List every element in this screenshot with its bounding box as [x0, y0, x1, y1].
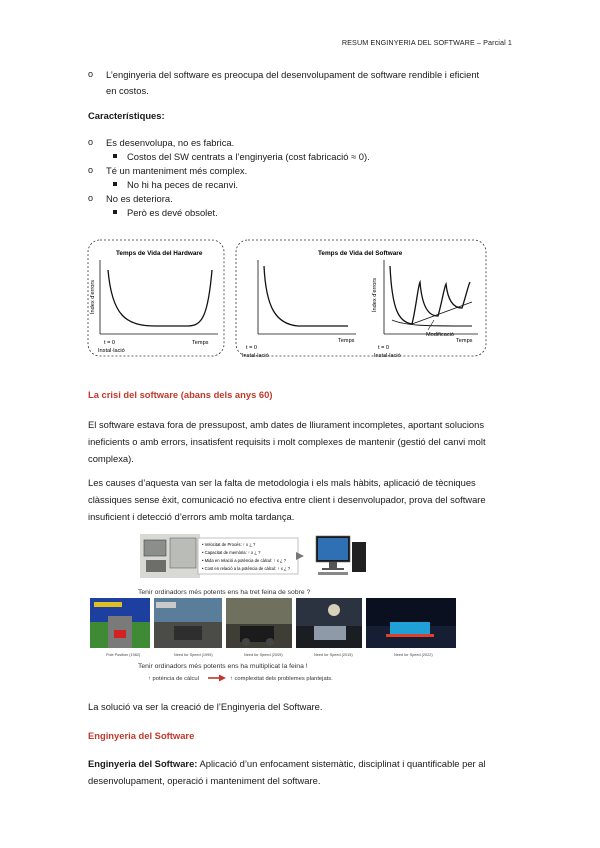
se-definition: [88, 755, 528, 789]
software-xlabel-left: Temps: [338, 338, 355, 344]
game-label-2: Need for Speed (1995): [174, 653, 213, 657]
software-annotation: Modificació: [426, 332, 454, 338]
se-def-line-2: desenvolupament, operació i manteniment del software.: [88, 775, 321, 786]
char-item-3: No es deteriora.: [106, 193, 173, 204]
bullet-circle: o: [88, 165, 94, 175]
figure2-caption-3a: ↑ potència de càlcul: [148, 676, 199, 682]
game-thumb-3: [226, 598, 292, 648]
hardware-frame: [88, 240, 224, 356]
software-ylabel: Índex d'errors: [372, 277, 378, 312]
figure2-caption-1: Tenir ordinadors més potents ens ha tret feina de sobre ?: [138, 589, 311, 596]
intro-line-1: L’enginyeria del software es preocupa del desenvolupament de software rendible i eficient: [106, 69, 480, 80]
software-actual-curve: [390, 266, 470, 324]
char-sub-2: No hi ha peces de recanvi.: [127, 179, 239, 190]
intro-line-2: en costos.: [106, 85, 149, 96]
hardware-install: Instal·lació: [98, 348, 125, 354]
bullet-square: [113, 154, 117, 158]
bullet-circle: o: [88, 137, 94, 147]
software-t0-right: t = 0: [378, 345, 390, 351]
spec-line-2: • Capacitat de memòria: ↑ x ¿ ?: [202, 550, 261, 555]
annotation-pointer: [428, 320, 434, 330]
crisis-p1-line-2: ineficients o amb errors, insatisfent requisits i molt complexes de mantenir (gestió del canvi molt: [88, 436, 486, 447]
game-label-4: Need for Speed (2015): [314, 653, 353, 657]
char-sub-1: Costos del SW centrats a l’enginyeria (cost fabricació ≈ 0).: [127, 151, 370, 162]
page-header: RESUM ENGINYERIA DEL SOFTWARE – Parcial 1: [341, 38, 512, 47]
crisis-paragraph-1: [88, 416, 528, 467]
software-xlabel-right: Temps: [456, 338, 473, 344]
hardware-bathtub-curve: [108, 270, 212, 326]
char-item-2: Té un manteniment més complex.: [106, 165, 248, 176]
software-t0-left: t = 0: [246, 345, 258, 351]
game-thumb-4: [296, 598, 362, 648]
figure2-caption-3b: ↑ complexitat dels problemes plantejats.: [230, 676, 333, 682]
spec-line-4: • Cost en relació a la potència de càlcul: ↑ x ¿ ?: [202, 566, 291, 571]
se-def-line-1: Aplicació d’un enfocament sistemàtic, disciplinat i quantificable per al: [197, 758, 486, 769]
spec-line-3: • Mida en relació a potència de càlcul: ↑ x ¿ ?: [202, 558, 287, 563]
crisis-heading: La crisi del software (abans dels anys 60): [88, 389, 273, 400]
char-sub-3: Però es devé obsolet.: [127, 207, 218, 218]
software-title: Temps de Vida del Software: [318, 250, 403, 257]
game-label-3: Need for Speed (2005): [244, 653, 283, 657]
game-thumb-1: [90, 598, 150, 648]
modern-computer-image: [316, 536, 366, 575]
arrow-head: [296, 552, 304, 560]
hardware-title: Temps de Vida del Hardware: [116, 250, 203, 257]
crisis-paragraph-2: [88, 474, 528, 525]
crisis-p2-line-1: Les causes d’aquesta van ser la falta de metodologia i els mals hàbits, aplicació de tècniques: [88, 477, 476, 488]
software-frame: [236, 240, 486, 356]
crisis-p2-line-3: insuficient i detecció d’errors amb molta tardança.: [88, 511, 295, 522]
game-label-5: Need for Speed (2022): [394, 653, 433, 657]
characteristics-title: Característiques:: [88, 110, 165, 121]
bullet-circle: o: [88, 193, 94, 203]
char-item-1: Es desenvolupa, no es fabrica.: [106, 137, 235, 148]
game-thumb-2: [154, 598, 222, 648]
software-trend-line: [412, 302, 472, 324]
hardware-ylabel: Índex d'errors: [90, 279, 96, 314]
old-computer-image: [140, 534, 200, 578]
bullet-circle: o: [88, 69, 94, 79]
game-label-1: Pole Position (1982): [106, 653, 141, 657]
lifetime-curves-figure: [86, 236, 490, 362]
software-install-right: Instal·lació: [374, 353, 401, 359]
crisis-p1-line-3: complexa).: [88, 453, 134, 464]
bullet-square: [113, 210, 117, 214]
se-term: Enginyeria del Software:: [88, 758, 198, 769]
spec-line-1: • Velocitat de Procés: ↑ x ¿ ?: [202, 542, 256, 547]
bullet-square: [113, 182, 117, 186]
figure2-caption-2: Tenir ordinadors més potents ens ha multiplicat la feina !: [138, 663, 308, 670]
game-thumb-5: [366, 598, 456, 648]
red-arrow-head: [219, 675, 226, 682]
software-install-left: Instal·lació: [242, 353, 269, 359]
se-heading: Enginyeria del Software: [88, 730, 195, 741]
crisis-p1-line-1: El software estava fora de pressupost, amb dates de lliurament incompletes, aportant solucions: [88, 419, 485, 430]
computing-power-figure: [90, 530, 514, 690]
hardware-t0: t = 0: [104, 340, 116, 346]
solution-text: La solució va ser la creació de l’Enginyeria del Software.: [88, 701, 323, 712]
crisis-p2-line-2: clàssiques sense èxit, comunicació no efectiva entre client i desenvolupador, prova del software: [88, 494, 486, 505]
software-ideal-curve: [264, 266, 348, 326]
hardware-xlabel: Temps: [192, 340, 209, 346]
